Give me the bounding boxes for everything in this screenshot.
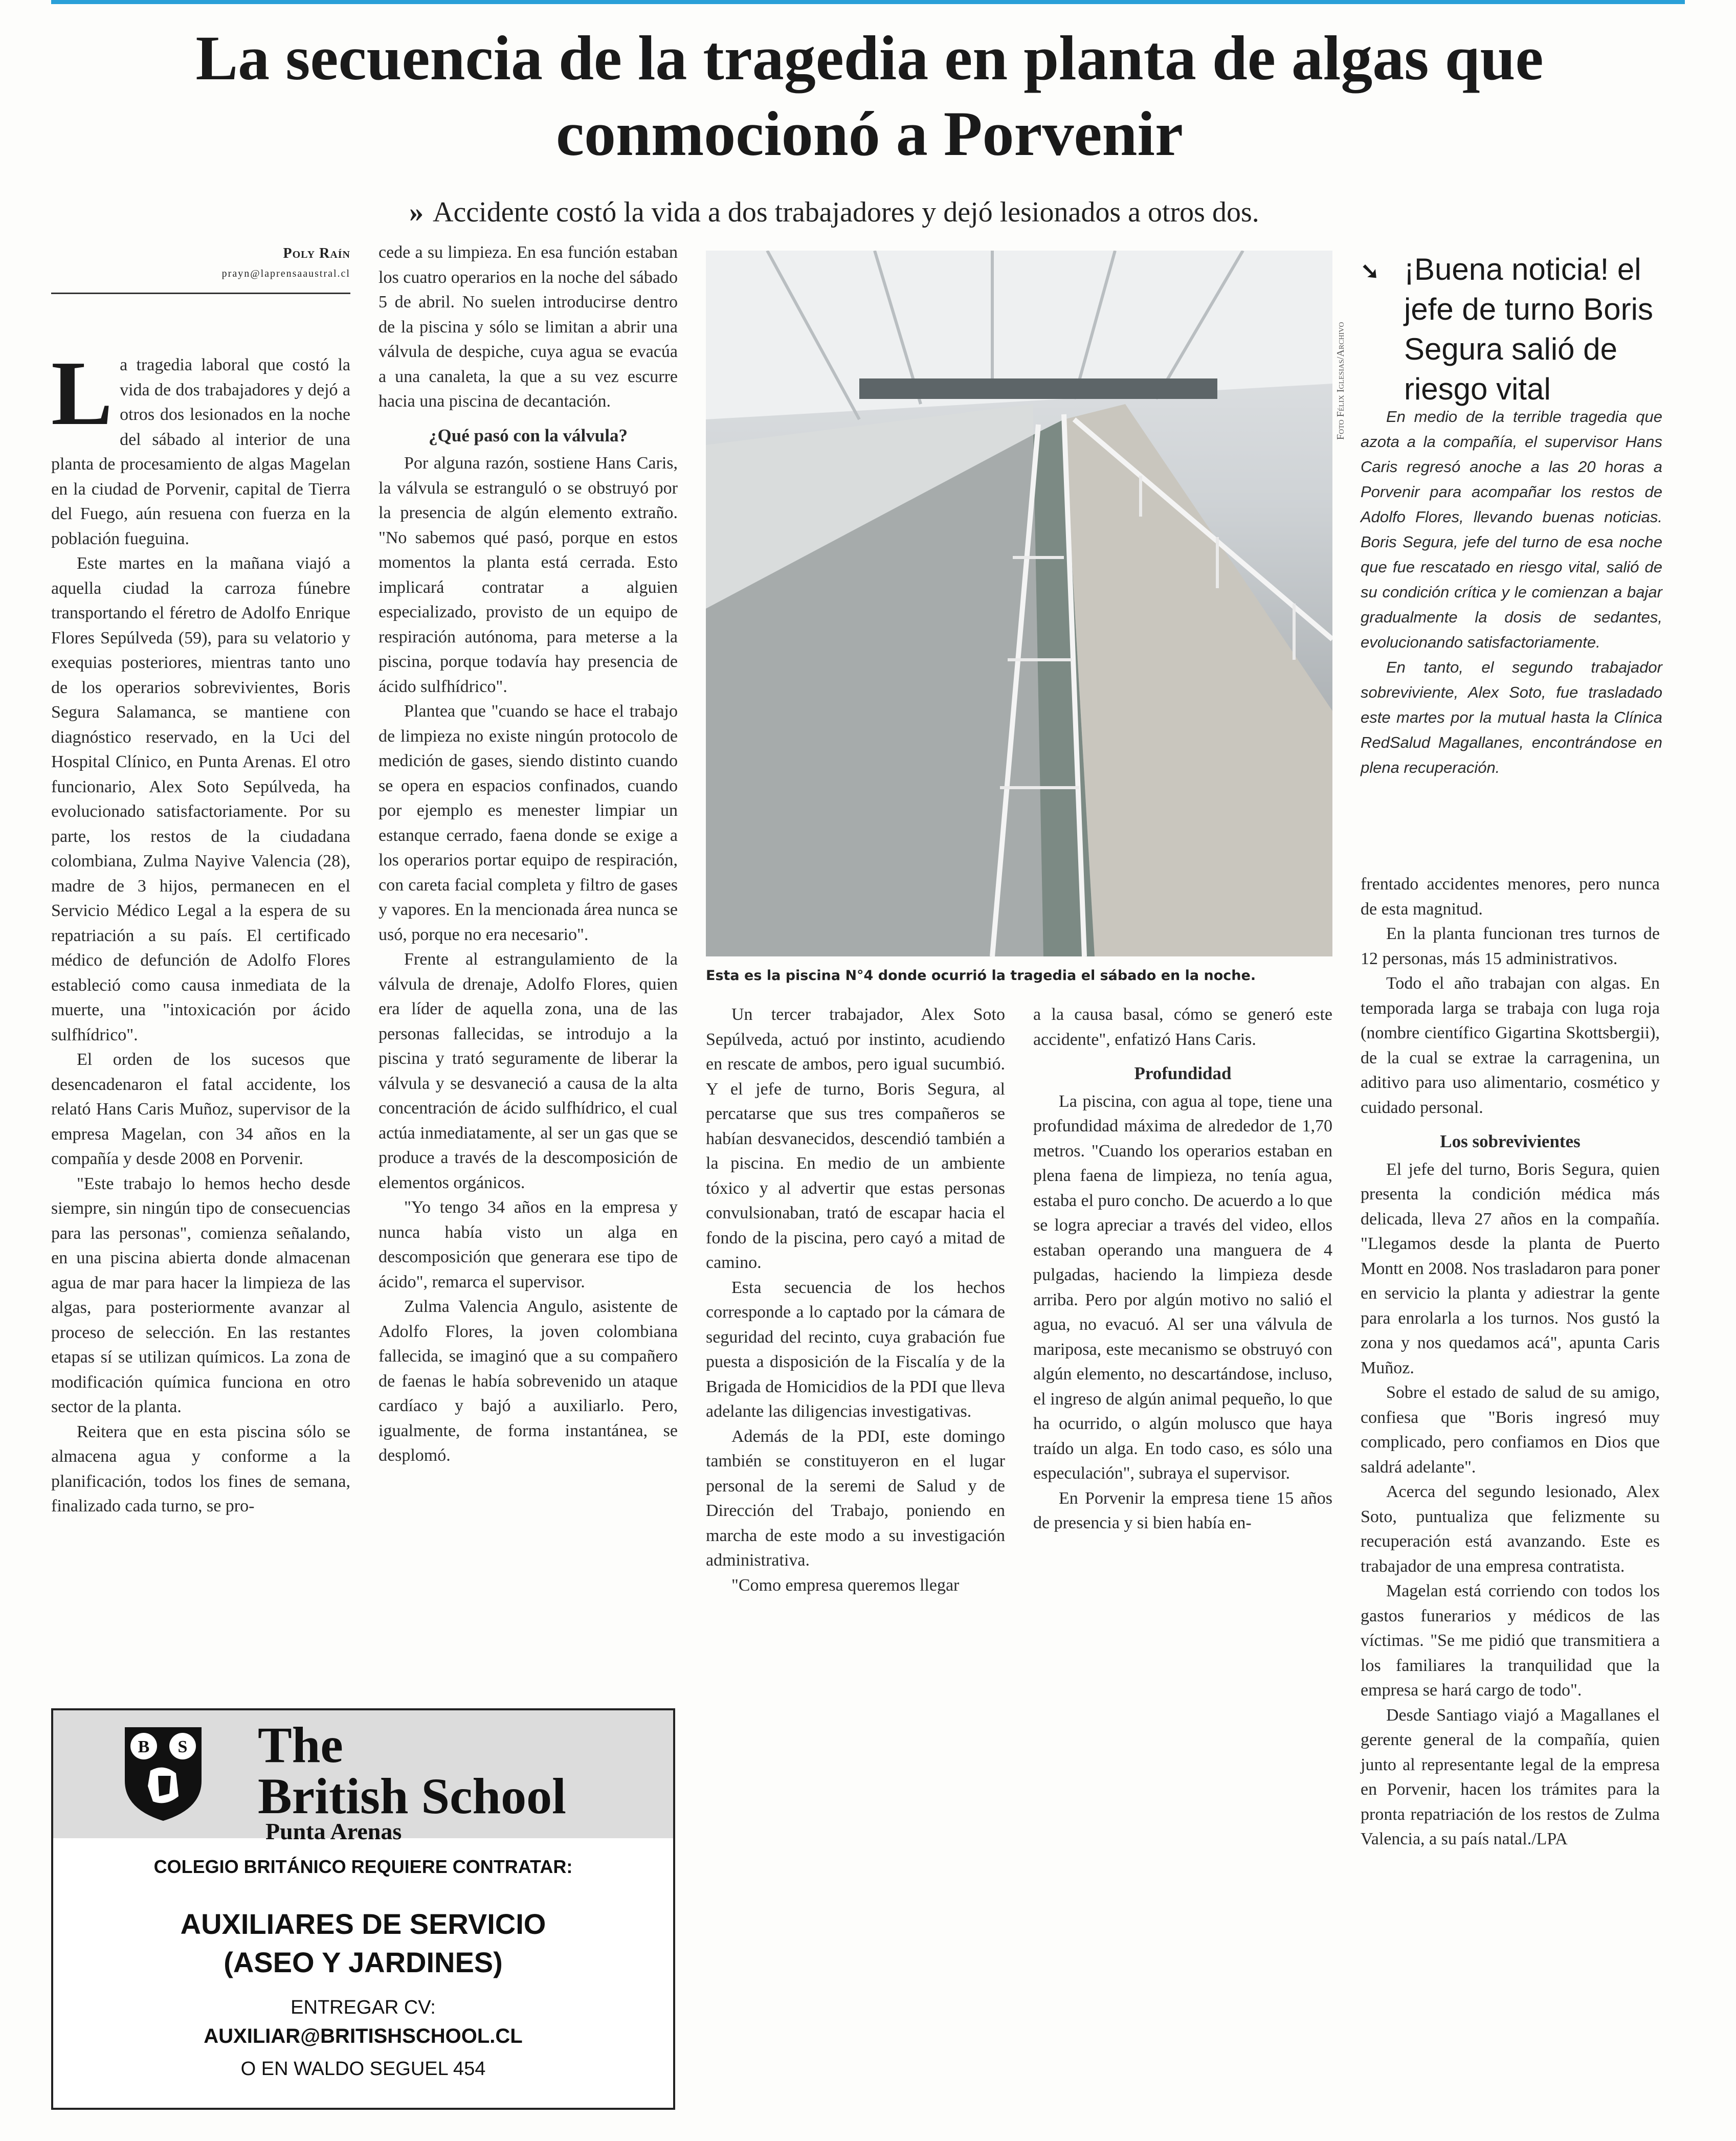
ad-email[interactable]: AUXILIAR@BRITISHSCHOOL.CL (204, 2025, 523, 2047)
article-paragraph: El jefe del turno, Boris Segura, quien presenta la condición médica más delicada, lleva 27 años en la compañía. "Llegamos desde la planta de Puerto Montt en 2008. Nos trasladaron para poner en servicio la planta y adiestrar la gente para enrolarla a los turnos. Nos gustó la zona y nos quedamos acá", apunta Caris Muñoz. (1361, 1159, 1660, 1377)
article-paragraph: Desde Santiago viajó a Magallanes el gerente general de la compañía, quien junto al representante legal de la empresa en Porvenir, hacen los trámites para la pronta repatriación de los restos de Zulma Valencia, a su país natal./LPA (1361, 1705, 1660, 1848)
drop-cap: L (51, 342, 113, 444)
section-heading-profundidad: Profundidad (1134, 1063, 1232, 1083)
article-paragraph: Todo el año trabajan con algas. En temporada larga se trabaja con luga roja (nombre científico Gigartina Skottsbergii), de la cual se extrae la carragenina, un aditivo para uso alimentario, cosmético y cuidado personal. (1361, 974, 1660, 1117)
article-paragraph: Plantea que "cuando se hace el trabajo de limpieza no existe ningún protocolo de medición de gases, siendo distinto cuando se opera en espacios confinados, cuando por ejemplo es menester limpiar un estanque cerrado, faena donde se exige a los operarios portar equipo de respiración, con careta facial completa y filtro de gases y vapores. En la mencionada área nunca se usó, porque no era necesario". (379, 702, 678, 944)
arrow-down-right-icon: ➘ (1361, 259, 1379, 284)
article-paragraph: En Porvenir la empresa tiene 15 años de presencia y si bien había en- (1033, 1488, 1332, 1532)
article-paragraph: Este martes en la mañana viajó a aquella ciudad la carroza fúnebre transportando el féretro de Adolfo Enrique Flores Sepúlveda (59), para su velatorio y exequias posteriores, mientras tanto uno de los operarios sobrevivientes, Boris Segura Salamanca, se mantiene con diagnóstico reservado, en la Uci del Hospital Clínico, en Punta Arenas. El otro funcionario, Alex Soto Sepúlveda, ha evolucionado satisfactoriamente. Por su parte, los restos de la ciudadana colombiana, Zulma Nayive Valencia (28), madre de 3 hijos, permanecen en el Servicio Médico Legal a la espera de su repatriación a su país. El certificado médico de defunción de Adolfo Flores estableció como causa inmediata de la muerte, una "intoxicación por ácido sulfhídrico". (51, 554, 350, 1044)
ad-cv-label: ENTREGAR CV: (291, 1997, 436, 2018)
article-paragraph: a la causa basal, cómo se generó este accidente", enfatizó Hans Caris. (1033, 1005, 1332, 1049)
article-paragraph: cede a su limpieza. En esa función estaban los cuatro operarios en la noche del sábado 5 de abril. No suelen introducirse dentro de la piscina y sólo se limitan a abrir una válvula de despiche, cuya agua se evacúa a una canaleta, la que a su vez escurre hacia una piscina de decantación. (379, 243, 678, 411)
article-paragraph: Zulma Valencia Angulo, asistente de Adolfo Flores, la joven colombiana fallecida, se imaginó que a su compañero de faenas le había sobrevenido un ataque cardíaco y bajó a auxiliarlo. Pero, igualmente, de forma instantánea, se desplomó. (379, 1297, 678, 1465)
article-paragraph: Por alguna razón, sostiene Hans Caris, la válvula se estranguló o se obstruyó por la presencia de algún elemento extraño. "No sabemos qué pasó, porque en estos momentos la planta está cerrada. Esto implicará contratar a alguien especializado, provisto de un equipo de respiración autónoma, para meterse a la piscina, porque todavía hay presencia de ácido sulfhídrico". (379, 454, 678, 696)
article-paragraph: La tragedia laboral que costó la vida de dos trabajadores y dejó a otros dos lesionados en la noche del sábado al interior de una planta de procesamiento de algas Magelan en la ciudad de Porvenir, capital de Tierra del Fuego, aún resuena con fuerza en la población fueguina. (51, 342, 350, 548)
crest-letter: S (177, 1737, 188, 1756)
section-heading-sobrevivientes: Los sobrevivientes (1440, 1131, 1581, 1151)
sidebar-title (1361, 250, 1667, 409)
article-column-3 (706, 1002, 1005, 1598)
byline (51, 246, 350, 280)
ad-city: Punta Arenas (265, 1818, 402, 1844)
top-accent-rule (51, 0, 1685, 4)
ad-position-detail: (ASEO Y JARDINES) (224, 1946, 503, 1978)
photo-credit: Foto Félix Iglesias/Archivo (1335, 322, 1346, 440)
ad-school-name: The British School (258, 1716, 566, 1824)
double-chevron-right-icon: » (409, 196, 424, 228)
ad-address: O EN WALDO SEGUEL 454 (240, 2058, 486, 2080)
article-paragraph: Un tercer trabajador, Alex Soto Sepúlveda, actuó por instinto, acudiendo en rescate de ambos, pero igual sucumbió. Y el jefe de turno, Boris Segura, al percatarse que sus tres compañeros se habían desvanecidos, descendió también a la piscina. En medio de un ambiente tóxico y al advertir que estas personas convulsionaban, trató de escapar hacia el fondo de la piscina, pero cayó a mitad de camino. (706, 1005, 1005, 1272)
british-school-ad (51, 1708, 675, 2110)
byline-author: Poly Raín (283, 246, 350, 261)
section-heading-valvula: ¿Qué pasó con la válvula? (429, 425, 628, 445)
article-paragraph: Reitera que en esta piscina sólo se almacena agua y conforme a la planificación, todos los fines de semana, finalizado cada turno, se pro- (51, 1422, 350, 1515)
article-paragraph: Acerca del segundo lesionado, Alex Soto, puntualiza que felizmente su recuperación está avanzando. Este es trabajador de una empresa contratista. (1361, 1482, 1660, 1576)
article-paragraph: Frente al estrangulamiento de la válvula de drenaje, Adolfo Flores, quien era líder de aquella zona, una de las personas fallecidas, se introdujo a la piscina y trató seguramente de liberar la válvula y se desvaneció a causa de la alta concentración de ácido sulfhídrico, el cual actúa inmediatamente, al ser un gas que se produce a través de la descomposición de elementos orgánicos. (379, 950, 678, 1192)
byline-divider (51, 293, 350, 294)
article-paragraph: Esta secuencia de los hechos corresponde a lo captado por la cámara de seguridad del recinto, cuya grabación fue puesta a disposición de la Fiscalía y de la Brigada de Homicidios de la PDI que lleva adelante las diligencias investigativas. (706, 1278, 1005, 1421)
article-column-5 (1361, 872, 1660, 1852)
article-paragraph: La piscina, con agua al tope, tiene una profundidad máxima de alrededor de 1,70 metros. "Cuando los operarios estaban en plena faena de limpieza, no tenía agua, estaba el puro concho. De acuerdo a lo que se logra apreciar a través del video, ellos estaban operando una manguera de 4 pulgadas, haciendo la limpieza desde arriba. Pero por algún motivo no salió el agua, no evacuó. Al ser una válvula de mariposa, este mecanismo se obstruyó con algún elemento, no descartándose, incluso, el ingreso de algún animal pequeño, lo que ha ocurrido, o algún molusco que haya traído un alga. En todo caso, es sólo una especulación", subraya el supervisor. (1033, 1091, 1332, 1483)
article-paragraph: Magelan está corriendo con todos los gastos funerarios y médicos de las víctimas. "Se me pidió que transmitiera a los familiares la tranquilidad que la empresa se hará cargo de todo". (1361, 1581, 1660, 1700)
article-paragraph: "Este trabajo lo hemos hecho desde siempre, sin ningún tipo de consecuencias para las personas", comienza señalando, en una piscina abierta donde almacenan agua de mar para hacer la limpieza de las algas, para posteriormente avanzar al proceso de selección. En las restantes etapas sí se utilizan químicos. La zona de modificación química funciona en otro sector de la planta. (51, 1174, 350, 1416)
article-paragraph: Además de la PDI, este domingo también se constituyeron en el lugar personal de la seremi de Salud y de Dirección del Trabajo, poniendo en marcha de este modo a su investigación administrativa. (706, 1426, 1005, 1570)
sidebar-title-text: ¡Buena noticia! el jefe de turno Boris Segura salió de riesgo vital (1404, 252, 1653, 406)
subhead-text: Accidente costó la vida a dos trabajadores y dejó lesionados a otros dos. (433, 196, 1259, 228)
article-paragraph: El orden de los sucesos que desencadenaron el fatal accidente, los relató Hans Caris Muñoz, supervisor de la empresa Magelan, con 34 años en la compañía y desde 2008 en Porvenir. (51, 1050, 350, 1168)
ad-requirement: COLEGIO BRITÁNICO REQUIERE CONTRATAR: (153, 1856, 573, 1877)
ad-position: AUXILIARES DE SERVICIO (180, 1908, 546, 1940)
article-paragraph: En la planta funcionan tres turnos de 12 personas, más 15 administrativos. (1361, 924, 1660, 968)
article-paragraph: "Yo tengo 34 años en la empresa y nunca había visto un alga en descomposición que generara ese tipo de ácido", remarca el supervisor. (379, 1198, 678, 1291)
byline-email[interactable]: prayn@laprensaaustral.cl (221, 268, 350, 279)
article-photo (706, 251, 1332, 956)
sidebar-paragraph: En medio de la terrible tragedia que azota a la compañía, el supervisor Hans Caris regresó anoche a las 20 horas a Porvenir para acompañar los restos de Adolfo Flores, llevando buenas noticias. Boris Segura, jefe del turno de esa noche que fue rescatado en riesgo vital, salió de su condición crítica y le comienzan a bajar gradualmente la dosis de sedantes, evolucionando satisfactoriamente. (1361, 408, 1662, 651)
article-column-2 (379, 240, 678, 1468)
pool-illustration (706, 251, 1332, 956)
article-paragraph: "Como empresa queremos llegar (731, 1575, 960, 1595)
school-crest-icon (122, 1725, 204, 1822)
crest-letter: B (138, 1737, 150, 1756)
sidebar-body (1361, 404, 1662, 780)
subhead (409, 194, 1611, 230)
article-column-1 (51, 342, 350, 1519)
headline: La secuencia de la tragedia en planta de algas que conmocionó a Porvenir (195, 23, 1544, 169)
photo-caption: Esta es la piscina N°4 donde ocurrió la tragedia el sábado en la noche. (706, 968, 1256, 984)
sidebar-paragraph: En tanto, el segundo trabajador sobreviviente, Alex Soto, fue trasladado este martes por la mutual hasta la Clínica RedSalud Magallanes, encontrándose en plena recuperación. (1361, 658, 1662, 776)
article-paragraph: frentado accidentes menores, pero nunca de esta magnitud. (1361, 875, 1660, 919)
article-column-4 (1033, 1002, 1332, 1536)
article-paragraph: Sobre el estado de salud de su amigo, confiesa que "Boris ingresó muy complicado, pero confiamos en Dios que saldrá adelante". (1361, 1383, 1660, 1477)
